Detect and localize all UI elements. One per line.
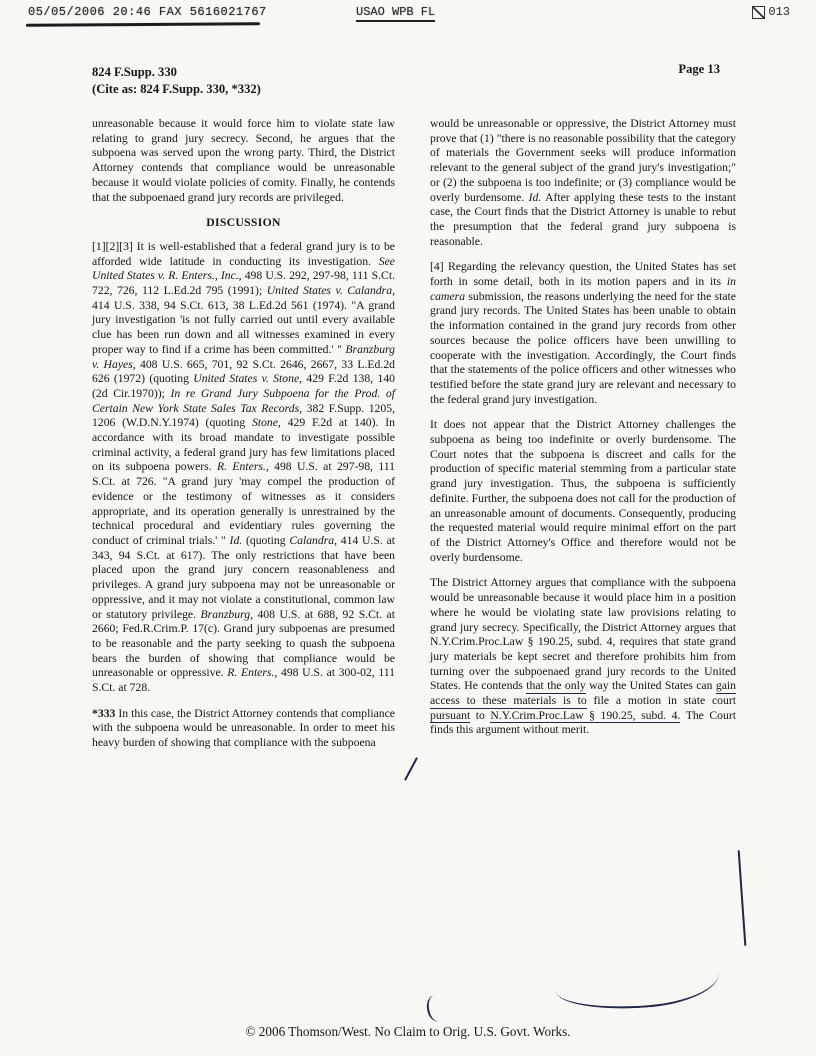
text-run: 498 U.S. 292, 297-98, 111 S.Ct. 722, 726, 112 L.Ed.2d 795 (1991); bbox=[92, 269, 395, 298]
fax-page-number: 013 bbox=[768, 5, 790, 19]
fax-timestamp-line: 05/05/2006 20:46 FAX 5616021767 bbox=[28, 5, 267, 19]
text-run: submission, the reasons underlying the need for the state grand jury records. The United States has been unable to obtain the information contained in the grand jury records from other sources because the police officers have been unwilling to cooperate with the investigation. Accordingly, the Court finds that the statements of the police officers and other witnesses who testified before the state grand jury are relevant and necessary to the federal grand jury investigation. bbox=[430, 289, 736, 406]
text-run: 429 F.2d 138, 140 (2d Cir.1970)); bbox=[92, 372, 396, 400]
text-run: Branzburg v. Hayes, bbox=[92, 342, 395, 371]
pen-underlined-text: gain access to these materials is to bbox=[430, 679, 736, 708]
paragraph bbox=[430, 576, 736, 738]
paragraph bbox=[92, 117, 395, 205]
text-run: After applying these tests to the instant case, the Court finds that the District Attorney is unable to rebut the presumption that the federal grand jury subpoena is reasonable. bbox=[430, 190, 737, 248]
pen-checkmark bbox=[404, 757, 418, 781]
text-run: In re Grand Jury Subpoena for the Prod. of Certain New York State Sales Tax Records, bbox=[92, 386, 395, 415]
reporter-citation: 824 F.Supp. 330 bbox=[92, 65, 177, 79]
section-heading: DISCUSSION bbox=[206, 216, 281, 230]
text-run: 429 F.2d at 140). In accordance with its broad mandate to investigate possible criminal activity, a federal grand jury has few limitations placed on its subpoena powers. bbox=[92, 416, 395, 474]
paragraph bbox=[430, 418, 736, 565]
text-run: R. Enters., bbox=[216, 460, 269, 474]
pen-hook-mark bbox=[425, 994, 445, 1023]
text-run: to bbox=[470, 708, 491, 722]
footer-copyright: © 2006 Thomson/West. No Claim to Orig. U.S. Govt. Works. bbox=[245, 1024, 571, 1039]
text-run: 408 U.S. 665, 701, 92 S.Ct. 2646, 2667, 33 L.Ed.2d 626 (1972) (quoting bbox=[92, 357, 396, 386]
text-run: United States v. Stone, bbox=[193, 372, 303, 386]
text-run: in camera bbox=[430, 275, 736, 303]
pen-margin-line bbox=[738, 850, 747, 946]
paragraph bbox=[430, 117, 736, 249]
text-run: *333 bbox=[92, 706, 116, 720]
text-run: The Court finds this argument without merit. bbox=[430, 708, 736, 737]
pen-underlined-text: N.Y.Crim.Proc.Law § 190.25, subd. 4. bbox=[490, 708, 681, 722]
text-run: Calandra, bbox=[289, 533, 338, 547]
text-run: (quoting bbox=[242, 533, 290, 547]
text-run: Id. bbox=[528, 190, 542, 204]
text-run: would be unreasonable or oppressive, the District Attorney must prove that (1) "there is no reasonable possibility that the category of materials the Government seeks will produce information relevant to the general subject of the grand jury's investigation;" or (2) the subpoena is too indefinite; or (3) compliance would be overly burdensome. bbox=[430, 117, 736, 204]
text-run: Id. bbox=[229, 533, 243, 547]
case-citation-block bbox=[92, 64, 261, 97]
text-run: 498 U.S. at 297-98, 111 S.Ct. at 726. "A grand jury 'may compel the production of evidence or the testimony of witnesses as it considers appropriate, and its operation generally is unrestrained by the technical procedural and evidentiary rules governing the conduct of criminal trials.' " bbox=[92, 460, 395, 547]
text-run: 414 U.S. at 343, 94 S.Ct. at 617). The only restrictions that have been placed upon the grand jury concern reasonableness and privileges. A grand jury subpoena may not be unreasonable or oppressive, and it may not violate a constitutional, common law or statutory privilege. bbox=[92, 533, 396, 621]
text-run: [1][2][3] It is well-established that a federal grand jury is to be afforded wide latitude in conducting its investigation. bbox=[92, 239, 395, 268]
fax-page-stamp bbox=[752, 5, 790, 19]
paragraph bbox=[92, 240, 395, 696]
text-run: unreasonable because it would force him to violate state law relating to grand jury secrecy. Second, he argues that the subpoena was served upon the wrong party. Third, the District Attorney contends that compliance would be unreasonable because it would violate policies of comity. Finally, he contends that the subpoenaed grand jury records are privileged. bbox=[92, 117, 395, 204]
pen-underlined-text: that the only bbox=[526, 679, 586, 693]
text-run: file a motion in state court bbox=[586, 694, 736, 708]
text-run: [4] Regarding the relevancy question, the United States has set forth in some detail, both in its motion papers and in its bbox=[430, 260, 736, 289]
text-run: 498 U.S. at 300-02, 111 S.Ct. at 728. bbox=[92, 666, 396, 695]
text-run: The District Attorney argues that compliance with the subpoena would be unreasonable because it would place him in a position where he would be violating state law provisions relating to grand jury secrecy. Specifically, the District Attorney argues that N.Y.Crim.Proc.Law § 190.25, subd. 4, requires that state grand jury materials be kept secret and therefore prohibits him from turning over the subpoenaed grand jury records to the United States. He contends bbox=[430, 576, 736, 693]
page-number-label: Page 13 bbox=[678, 62, 720, 76]
text-run: way the United States can bbox=[585, 679, 716, 693]
pen-swoosh-underline bbox=[555, 966, 721, 1013]
paragraph bbox=[430, 260, 736, 407]
text-run: R. Enters., bbox=[227, 666, 278, 680]
text-run: 382 F.Supp. 1205, 1206 (W.D.N.Y.1974) (quoting bbox=[92, 401, 395, 430]
text-run: In this case, the District Attorney contends that compliance with the subpoena would be unreasonable. In order to meet his heavy burden of showing that compliance with the subpoena bbox=[92, 706, 395, 750]
text-run: Branzburg, bbox=[200, 607, 253, 621]
left-column bbox=[92, 117, 395, 762]
fax-header-underline bbox=[26, 22, 260, 26]
text-run: 414 U.S. 338, 94 S.Ct. 613, 38 L.Ed.2d 561 (1974). "A grand jury investigation 'is not fully carried out until every available clue has been run down and all witnesses examined in every proper way to find if a crime has been committed.' " bbox=[92, 298, 395, 356]
text-run: 408 U.S. at 688, 92 S.Ct. at 2660; Fed.R.Crim.P. 17(c). Grand jury subpoenas are presumed to be reasonable and the party seeking to quash the subpoena bears the burden of showing that compliance would be unreasonable or oppressive. bbox=[92, 607, 395, 680]
text-run: See United States v. R. Enters., Inc., bbox=[92, 254, 395, 283]
right-column bbox=[430, 117, 736, 749]
fax-header bbox=[0, 5, 816, 31]
fax-office-label: USAO WPB FL bbox=[356, 5, 435, 22]
paragraph bbox=[92, 707, 395, 751]
text-run: United States v. Calandra, bbox=[266, 284, 395, 298]
text-run: It does not appear that the District Attorney challenges the subpoena as being too indefinite or overly burdensome. The Court notes that the subpoena is discreet and calls for the production of specific material stemming from a particular state grand jury investigation. Thus, the subpoena is sufficiently definite. Further, the subpoena does not call for the production of an unreasonable amount of documents. Consequently, producing the requested material would require minimal effort on the part of the District Attorney's Office and therefore would not be overly burdensome. bbox=[430, 418, 736, 564]
cite-as-line: (Cite as: 824 F.Supp. 330, *332) bbox=[92, 81, 261, 96]
fax-stamp-icon bbox=[752, 6, 765, 19]
pen-underlined-text: pursuant bbox=[430, 708, 471, 722]
text-run: Stone, bbox=[251, 416, 281, 430]
